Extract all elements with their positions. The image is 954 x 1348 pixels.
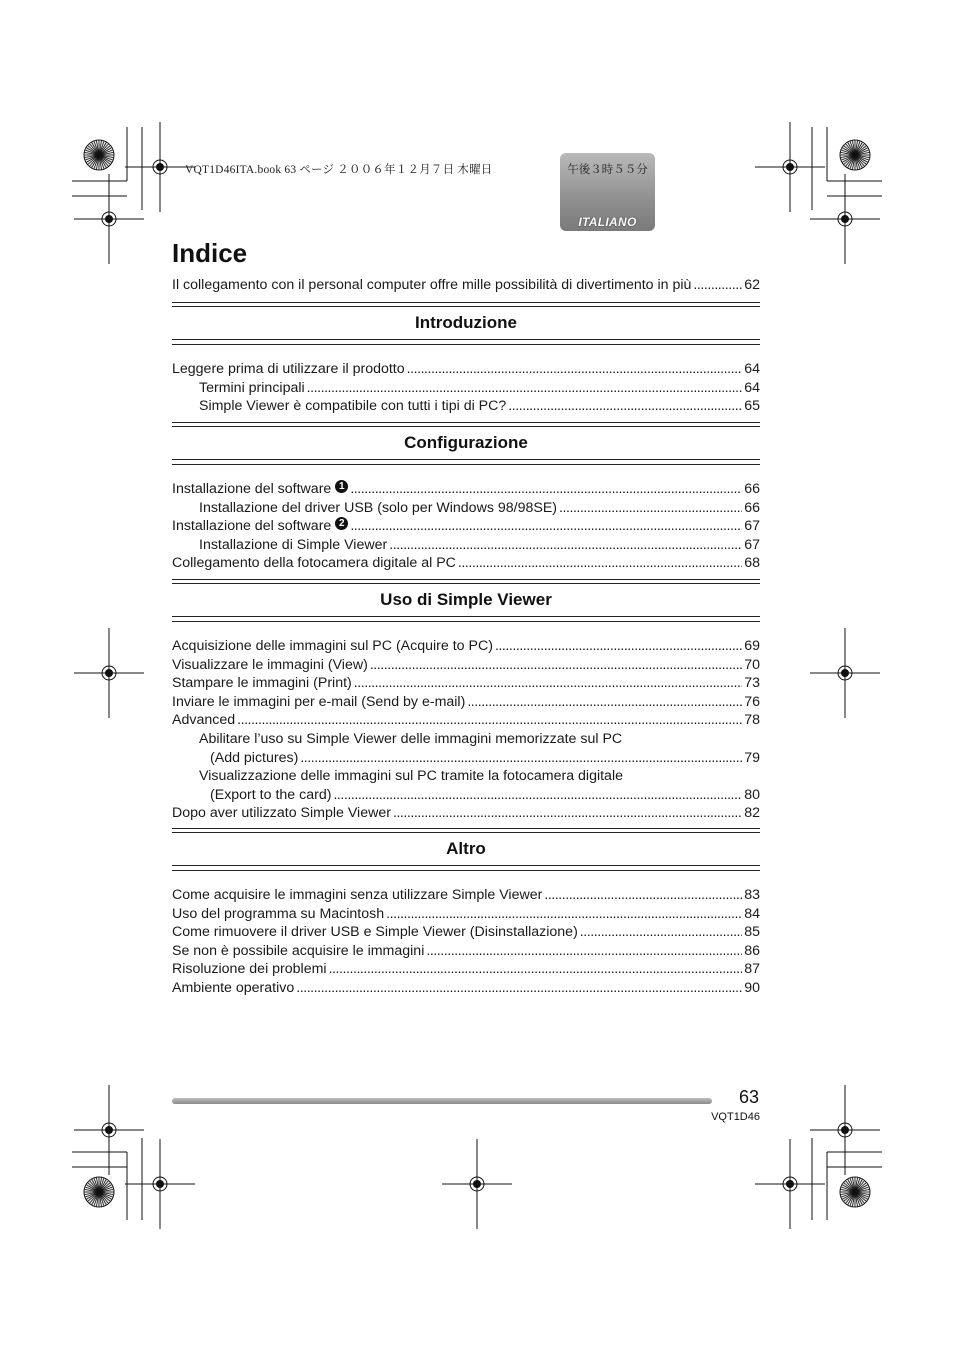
toc-entry-text: Se non è possibile acquisire le immagini xyxy=(172,942,425,959)
dot-leader xyxy=(350,517,742,536)
section-header xyxy=(172,302,760,360)
page-number: 63 xyxy=(739,1087,760,1107)
toc-entry-text: Installazione del software xyxy=(172,518,332,535)
toc-entry-text: Ambiente operativo xyxy=(172,979,295,996)
dot-leader xyxy=(237,711,742,730)
dot-leader xyxy=(354,674,742,693)
toc-entry[interactable] xyxy=(172,499,760,518)
toc-entry-page: 66 xyxy=(744,481,760,497)
footer-bar xyxy=(172,1098,712,1104)
toc-entry-page: 66 xyxy=(744,499,760,516)
crosshair-mark xyxy=(74,628,144,718)
dot-leader xyxy=(458,554,742,573)
toc-entry[interactable] xyxy=(172,749,760,768)
section-header xyxy=(172,828,760,886)
toc-entry[interactable] xyxy=(172,786,760,805)
crosshair-mark xyxy=(810,174,880,264)
toc-entry-text: Termini principali xyxy=(199,379,305,396)
toc-entry-text: Risoluzione dei problemi xyxy=(172,961,327,978)
toc-entry[interactable] xyxy=(172,656,760,675)
toc-entry-text: Installazione del driver USB (solo per Windows 98/98SE) xyxy=(199,499,558,516)
toc-entry-text: Come acquisire le immagini senza utilizzare Simple Viewer xyxy=(172,887,543,903)
toc-entry-text: Inviare le immagini per e-mail (Send by e-mail) xyxy=(172,693,466,710)
crosshair-mark xyxy=(810,628,880,718)
dot-leader xyxy=(467,693,742,712)
toc-entry-page: 82 xyxy=(744,805,760,822)
toc-entry-text: Dopo aver utilizzato Simple Viewer xyxy=(172,805,391,822)
dot-leader xyxy=(350,480,742,499)
toc-entry[interactable] xyxy=(172,480,760,499)
toc-entry-text: Installazione del software xyxy=(172,481,332,497)
toc-entry-page: 90 xyxy=(744,979,760,996)
toc-entry-page: 87 xyxy=(744,961,760,978)
toc-entry-text: Uso del programma su Macintosh xyxy=(172,905,385,922)
toc-entry[interactable] xyxy=(172,693,760,712)
toc-section xyxy=(172,828,760,998)
dot-leader xyxy=(329,960,743,979)
toc-entry-text: (Add pictures) xyxy=(210,749,299,766)
toc-entry-page: 80 xyxy=(744,786,760,803)
section-title: Uso di Simple Viewer xyxy=(380,590,552,609)
print-header-time: 午後３時５５分 xyxy=(567,164,648,176)
print-header-line: VQT1D46ITA.book 63 ページ ２００６年１２月７日 木曜日 xyxy=(185,164,493,176)
toc-entry-page: 79 xyxy=(744,749,760,766)
model-code: VQT1D46 xyxy=(711,1111,760,1123)
toc-entry-text: Simple Viewer è compatibile con tutti i tipi di PC? xyxy=(199,398,507,415)
toc-entry-page: 86 xyxy=(744,942,760,959)
toc-entry-text: (Export to the card) xyxy=(210,786,332,803)
toc-entry-text: Stampare le immagini (Print) xyxy=(172,675,352,692)
dot-leader xyxy=(407,360,743,379)
crosshair-mark xyxy=(74,174,144,264)
toc-entry-text: Collegamento della fotocamera digitale al PC xyxy=(172,555,456,572)
toc-entry-text: Leggere prima di utilizzare il prodotto xyxy=(172,361,405,377)
toc-entry[interactable] xyxy=(172,379,760,398)
toc-entry[interactable] xyxy=(172,767,760,786)
language-tab-label: ITALIANO xyxy=(578,215,637,229)
dot-leader xyxy=(370,656,742,675)
toc-entry[interactable] xyxy=(172,905,760,924)
toc-entry-page: 65 xyxy=(744,398,760,415)
toc-entry-text: Visualizzazione delle immagini sul PC tramite la fotocamera digitale xyxy=(199,768,623,785)
toc-entry-page: 68 xyxy=(744,555,760,572)
toc-entry-text: Acquisizione delle immagini sul PC (Acquire to PC) xyxy=(172,638,493,654)
toc-entry-page: 84 xyxy=(744,905,760,922)
register-wheel-mark xyxy=(840,1177,870,1207)
dot-leader xyxy=(508,397,742,416)
toc-entry[interactable] xyxy=(172,942,760,961)
dot-leader xyxy=(495,637,742,656)
crosshair-mark xyxy=(125,1139,195,1229)
crosshair-mark xyxy=(810,1085,880,1175)
dot-leader xyxy=(386,905,742,924)
toc-entry-text: Abilitare l’uso su Simple Viewer delle immagini memorizzate sul PC xyxy=(199,730,623,747)
section-title: Configurazione xyxy=(404,433,528,452)
crosshair-mark xyxy=(442,1139,512,1229)
toc-entry-page: 85 xyxy=(744,924,760,941)
crosshair-mark xyxy=(755,122,825,212)
toc-entry[interactable] xyxy=(172,804,760,823)
section-title: Introduzione xyxy=(415,313,517,332)
toc-entry-text: Installazione di Simple Viewer xyxy=(199,536,388,553)
dot-leader xyxy=(393,804,742,823)
register-wheel-mark xyxy=(84,1177,114,1207)
toc-entry[interactable] xyxy=(172,517,760,536)
dot-leader xyxy=(389,536,742,555)
dot-leader xyxy=(544,886,742,905)
toc-entry[interactable] xyxy=(172,360,760,379)
intro-entry[interactable] xyxy=(172,277,760,293)
toc-entry-page: 70 xyxy=(744,656,760,673)
dot-leader xyxy=(333,786,742,805)
toc-entry[interactable] xyxy=(172,730,760,749)
toc-entry[interactable] xyxy=(172,960,760,979)
toc-entry[interactable] xyxy=(172,711,760,730)
dot-leader xyxy=(300,749,742,768)
toc-entry-page: 67 xyxy=(744,536,760,553)
toc-entry-page: 83 xyxy=(744,887,760,903)
page-title: Indice xyxy=(172,238,248,268)
toc-entry[interactable] xyxy=(172,554,760,573)
dot-leader xyxy=(580,923,742,942)
toc-entry-text: Come rimuovere il driver USB e Simple Viewer (Disinstallazione) xyxy=(172,924,578,941)
section-header xyxy=(172,579,760,637)
toc-entry-page: 67 xyxy=(744,518,760,535)
dot-leader xyxy=(559,499,742,518)
dot-leader xyxy=(296,979,742,998)
toc-entry[interactable] xyxy=(172,886,760,905)
toc-section xyxy=(172,302,760,416)
toc-entry[interactable] xyxy=(172,637,760,656)
toc-entry-page: 76 xyxy=(744,693,760,710)
dot-leader xyxy=(693,277,742,293)
crosshair-mark xyxy=(755,1139,825,1229)
step-number-icon: 2 xyxy=(335,517,348,530)
toc-entry[interactable] xyxy=(172,397,760,416)
register-wheel-mark xyxy=(840,140,870,170)
dot-leader xyxy=(426,942,742,961)
toc-entry[interactable] xyxy=(172,923,760,942)
dot-leader xyxy=(307,379,743,398)
section-title: Altro xyxy=(446,839,486,858)
toc-entry[interactable] xyxy=(172,536,760,555)
toc-entry-page: 78 xyxy=(744,712,760,729)
toc-entry-page: 69 xyxy=(744,638,760,654)
intro-entry-text: Il collegamento con il personal computer offre mille possibilità di divertimento in più xyxy=(172,277,692,293)
register-wheel-mark xyxy=(84,140,114,170)
toc-entry-text: Visualizzare le immagini (View) xyxy=(172,656,368,673)
toc-entry-page: 64 xyxy=(744,379,760,396)
toc-entry-page: 64 xyxy=(744,361,760,377)
intro-entry-page: 62 xyxy=(744,277,760,293)
toc-entry[interactable] xyxy=(172,674,760,693)
step-number-icon: 1 xyxy=(335,480,348,493)
toc-entry[interactable] xyxy=(172,979,760,998)
toc-section xyxy=(172,422,760,573)
toc-entry-page: 73 xyxy=(744,675,760,692)
toc-section xyxy=(172,579,760,823)
section-header xyxy=(172,422,760,480)
crosshair-mark xyxy=(74,1085,144,1175)
toc-entry-text: Advanced xyxy=(172,712,236,729)
